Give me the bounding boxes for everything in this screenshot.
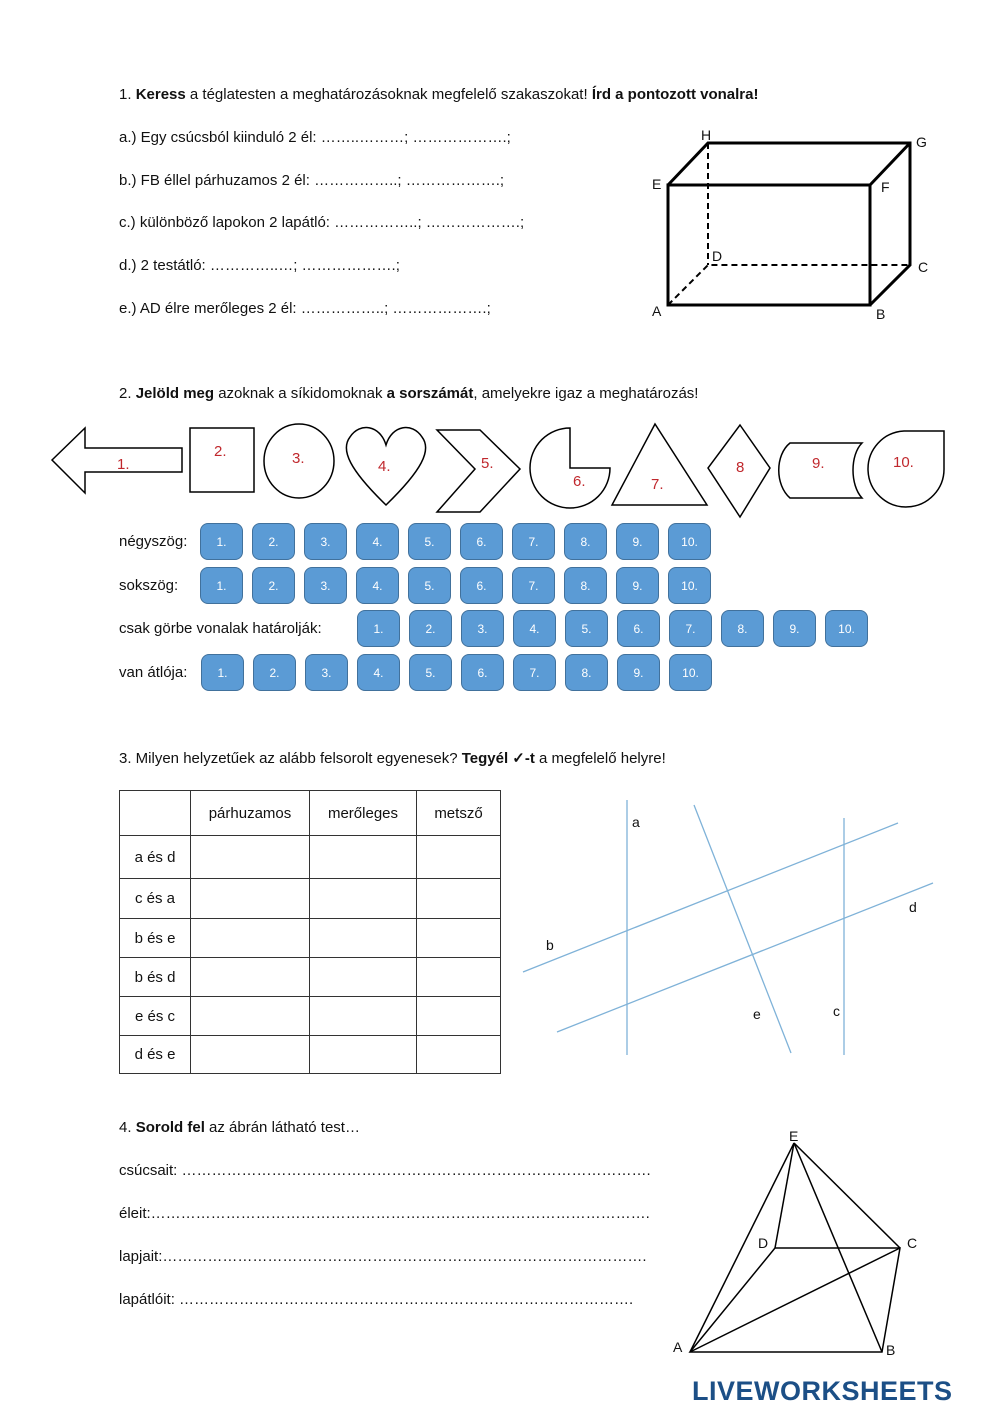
line-label-d: d xyxy=(909,899,917,915)
q3-title: 3. Milyen helyzetűek az alább felsorolt egyenesek? Tegyél ✓-t a megfelelő helyre! xyxy=(119,750,666,767)
shape-label-1: 1. xyxy=(117,456,130,473)
option-sokszog-8[interactable]: 8. xyxy=(564,567,607,604)
lines-figure xyxy=(523,800,933,1055)
option-negyszog-6[interactable]: 6. xyxy=(460,523,503,560)
q1-item-d[interactable]: d.) 2 testátló: …………..…; ……………….; xyxy=(119,257,400,274)
cell-metszo[interactable] xyxy=(417,1036,501,1074)
option-sokszog-2[interactable]: 2. xyxy=(252,567,295,604)
pyr-vertex-D: D xyxy=(758,1235,769,1251)
line-label-c: c xyxy=(833,1003,840,1019)
vertex-C: C xyxy=(918,259,929,275)
vertex-A: A xyxy=(652,303,662,319)
option-van-atloja-6[interactable]: 6. xyxy=(461,654,504,691)
option-sokszog-6[interactable]: 6. xyxy=(460,567,503,604)
cell-metszo[interactable] xyxy=(417,879,501,919)
option-csak-gorbe-7[interactable]: 7. xyxy=(669,610,712,647)
option-csak-gorbe-8[interactable]: 8. xyxy=(721,610,764,647)
header-parhuzamos: párhuzamos xyxy=(191,791,310,836)
option-csak-gorbe-2[interactable]: 2. xyxy=(409,610,452,647)
q1-item-c[interactable]: c.) különböző lapokon 2 lapátló: ……………..; ……………….; xyxy=(119,214,525,231)
cell-metszo[interactable] xyxy=(417,958,501,997)
cell-parhuzamos[interactable] xyxy=(191,919,310,958)
option-negyszog-1[interactable]: 1. xyxy=(200,523,243,560)
q4-diagonals-field[interactable]: lapátlóit: ………………………………………………………………………………. xyxy=(119,1291,634,1308)
option-csak-gorbe-9[interactable]: 9. xyxy=(773,610,816,647)
option-negyszog-5[interactable]: 5. xyxy=(408,523,451,560)
cell-metszo[interactable] xyxy=(417,836,501,879)
vertex-F: F xyxy=(881,179,890,195)
option-negyszog-7[interactable]: 7. xyxy=(512,523,555,560)
shape-label-6: 6. xyxy=(573,473,586,490)
option-negyszog-2[interactable]: 2. xyxy=(252,523,295,560)
table-row xyxy=(120,958,501,997)
q1-title: 1. Keress a téglatesten a meghatározásoknak megfelelő szakaszokat! Írd a pontozott vonalra! xyxy=(119,86,759,103)
table-row xyxy=(120,836,501,879)
option-negyszog-9[interactable]: 9. xyxy=(616,523,659,560)
line-b xyxy=(523,823,898,972)
line-d xyxy=(557,883,933,1032)
option-csak-gorbe-6[interactable]: 6. xyxy=(617,610,660,647)
option-van-atloja-1[interactable]: 1. xyxy=(201,654,244,691)
q3-table xyxy=(119,790,501,1074)
q4-faces-field[interactable]: lapjait:……………………………………………………………………………………. xyxy=(119,1248,647,1265)
line-label-b: b xyxy=(546,937,554,953)
option-van-atloja-8[interactable]: 8. xyxy=(565,654,608,691)
option-negyszog-10[interactable]: 10. xyxy=(668,523,711,560)
row-label: c és a xyxy=(120,879,191,919)
shape-square xyxy=(190,428,254,492)
vertex-H: H xyxy=(701,127,712,143)
vertex-D: D xyxy=(712,248,723,264)
liveworksheets-logo: LIVEWORKSHEETS xyxy=(692,1376,953,1406)
option-van-atloja-10[interactable]: 10. xyxy=(669,654,712,691)
vertex-E: E xyxy=(652,176,662,192)
cell-merolegs[interactable] xyxy=(310,997,417,1036)
shape-label-8: 8 xyxy=(736,459,745,476)
cell-parhuzamos[interactable] xyxy=(191,958,310,997)
row-label-sokszog: sokszög: xyxy=(119,577,179,594)
q4-title: 4. Sorold fel az ábrán látható test… xyxy=(119,1119,360,1136)
cell-metszo[interactable] xyxy=(417,919,501,958)
option-van-atloja-4[interactable]: 4. xyxy=(357,654,400,691)
header-metszo: metsző xyxy=(417,791,501,836)
pyr-vertex-E: E xyxy=(789,1128,799,1144)
q1-item-a[interactable]: a.) Egy csúcsból kiinduló 2 él: ……..………; ……………….; xyxy=(119,129,511,146)
cell-merolegs[interactable] xyxy=(310,958,417,997)
shape-chevron xyxy=(437,430,520,512)
q1-item-b[interactable]: b.) FB éllel párhuzamos 2 él: ……………..; ……………….; xyxy=(119,172,505,189)
cell-parhuzamos[interactable] xyxy=(191,997,310,1036)
cell-merolegs[interactable] xyxy=(310,1036,417,1074)
row-label: e és c xyxy=(120,997,191,1036)
shape-label-5: 5. xyxy=(481,455,494,472)
shape-label-4: 4. xyxy=(378,458,391,475)
shape-label-7: 7. xyxy=(651,476,664,493)
cell-merolegs[interactable] xyxy=(310,919,417,958)
line-label-a: a xyxy=(632,814,640,830)
cell-merolegs[interactable] xyxy=(310,836,417,879)
shape-label-3: 3. xyxy=(292,450,305,467)
row-label: a és d xyxy=(120,836,191,879)
q4-vertices-field[interactable]: csúcsait: …………………………………………………………………………………. xyxy=(119,1162,651,1179)
option-sokszog-4[interactable]: 4. xyxy=(356,567,399,604)
option-negyszog-4[interactable]: 4. xyxy=(356,523,399,560)
row-label-van-atloja: van átlója: xyxy=(119,664,188,681)
pyr-vertex-C: C xyxy=(907,1235,918,1251)
row-label-negyszog: négyszög: xyxy=(119,533,188,550)
option-van-atloja-3[interactable]: 3. xyxy=(305,654,348,691)
option-van-atloja-9[interactable]: 9. xyxy=(617,654,660,691)
option-van-atloja-7[interactable]: 7. xyxy=(513,654,556,691)
shape-label-9: 9. xyxy=(812,455,825,472)
pyramid-figure xyxy=(690,1143,900,1352)
option-csak-gorbe-4[interactable]: 4. xyxy=(513,610,556,647)
option-van-atloja-5[interactable]: 5. xyxy=(409,654,452,691)
q4-edges-field[interactable]: éleit:………………………………………………………………………………………. xyxy=(119,1205,650,1222)
option-sokszog-1[interactable]: 1. xyxy=(200,567,243,604)
shapes xyxy=(52,424,944,517)
shape-pacman xyxy=(530,428,610,508)
line-label-e: e xyxy=(753,1006,761,1022)
cell-metszo[interactable] xyxy=(417,997,501,1036)
option-csak-gorbe-10[interactable]: 10. xyxy=(825,610,868,647)
row-label-csak-gorbe: csak görbe vonalak határolják: xyxy=(119,620,322,637)
line-e xyxy=(694,805,791,1053)
table-row xyxy=(120,997,501,1036)
shape-label-2: 2. xyxy=(214,443,227,460)
option-csak-gorbe-1[interactable]: 1. xyxy=(357,610,400,647)
option-negyszog-3[interactable]: 3. xyxy=(304,523,347,560)
option-sokszog-5[interactable]: 5. xyxy=(408,567,451,604)
table-row xyxy=(120,1036,501,1074)
option-negyszog-8[interactable]: 8. xyxy=(564,523,607,560)
option-sokszog-10[interactable]: 10. xyxy=(668,567,711,604)
vertex-G: G xyxy=(916,134,927,150)
row-label: d és e xyxy=(120,1036,191,1074)
pyr-vertex-B: B xyxy=(886,1342,896,1358)
row-label: b és d xyxy=(120,958,191,997)
cell-parhuzamos[interactable] xyxy=(191,1036,310,1074)
cell-parhuzamos[interactable] xyxy=(191,879,310,919)
table-row xyxy=(120,879,501,919)
header-empty xyxy=(120,791,191,836)
option-sokszog-7[interactable]: 7. xyxy=(512,567,555,604)
cell-parhuzamos[interactable] xyxy=(191,836,310,879)
q2-title: 2. Jelöld meg azoknak a síkidomoknak a sorszámát, amelyekre igaz a meghatározás! xyxy=(119,385,699,402)
option-van-atloja-2[interactable]: 2. xyxy=(253,654,296,691)
vertex-B: B xyxy=(876,306,886,322)
row-label: b és e xyxy=(120,919,191,958)
option-sokszog-3[interactable]: 3. xyxy=(304,567,347,604)
table-row xyxy=(120,919,501,958)
shape-label-10: 10. xyxy=(893,454,914,471)
q1-item-e[interactable]: e.) AD élre merőleges 2 él: ……………..; ……………….; xyxy=(119,300,491,317)
pyr-vertex-A: A xyxy=(673,1339,683,1355)
header-merolegs: merőleges xyxy=(310,791,417,836)
cell-merolegs[interactable] xyxy=(310,879,417,919)
cuboid-figure xyxy=(668,143,910,305)
option-sokszog-9[interactable]: 9. xyxy=(616,567,659,604)
option-csak-gorbe-3[interactable]: 3. xyxy=(461,610,504,647)
option-csak-gorbe-5[interactable]: 5. xyxy=(565,610,608,647)
